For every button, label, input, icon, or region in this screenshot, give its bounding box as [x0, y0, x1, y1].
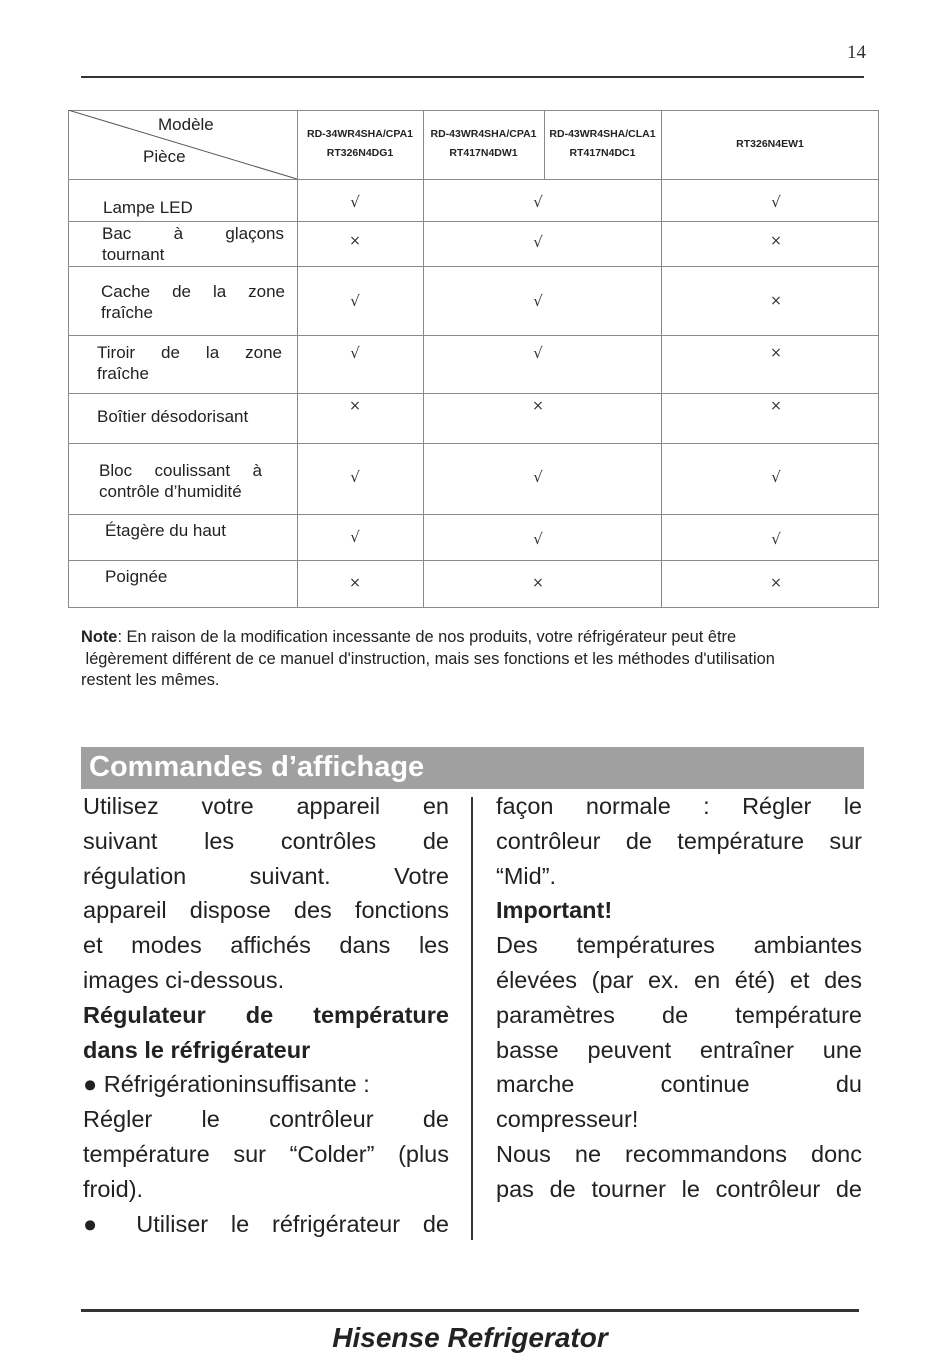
note-label: Note	[81, 628, 118, 646]
availability-mark: √	[533, 468, 543, 486]
table-row-line	[68, 335, 879, 336]
availability-mark: √	[350, 292, 360, 310]
table-row-line	[68, 266, 879, 267]
row-label: Boîtier désodorisant	[97, 407, 249, 426]
availability-mark: √	[350, 468, 360, 486]
note-paragraph: Note: En raison de la modification incessante de nos produits, votre réfrigérateur peut être légèrement différent de ce manuel d'instruction, mais ses fonctions et les méthodes d'utilisation restent les mêmes.	[81, 628, 775, 689]
table-row-line	[68, 514, 879, 515]
column-header: RD-43WR4SHA/CLA1 RT417N4DC1	[549, 128, 656, 159]
availability-mark: √	[533, 344, 543, 362]
availability-mark: √	[533, 233, 543, 251]
availability-mark: √	[771, 468, 781, 486]
row-label: Lampe LED	[103, 198, 193, 217]
important-heading: Important!	[496, 897, 613, 924]
availability-mark: ×	[770, 293, 782, 309]
column-header: RT326N4EW1	[736, 138, 804, 150]
row-label: Bac à glaçons tournant	[102, 224, 284, 264]
availability-mark: ×	[349, 233, 361, 249]
bullet-item: ● Réfrigérationinsuffisante :	[83, 1071, 370, 1098]
row-label: Tiroir de la zone fraîche	[97, 343, 282, 383]
row-label: Étagère du haut	[105, 521, 226, 540]
column-header: RD-43WR4SHA/CPA1 RT417N4DW1	[430, 128, 537, 159]
page-number: 14	[847, 42, 866, 63]
table-border-bottom	[68, 607, 879, 608]
footer-rule	[81, 1309, 859, 1312]
footer-brand: Hisense Refrigerator	[332, 1322, 608, 1353]
left-column-text: Utilisez votre appareil en suivant les contrôles de régulation suivant. Votre appareil dispose des fonctions et modes affichés dans les images ci-dessous. Régulateur de température dans le réfrigérateur ● Réfrigérationinsuffisante : Régler le contrôleur de température sur “Colder” (plus froid). ● Utiliser le réfrigérateur de	[83, 789, 449, 1241]
section-title: Commandes d’affichage	[89, 751, 425, 783]
availability-mark: √	[533, 530, 543, 548]
right-column-text: façon normale : Régler le contrôleur de température sur “Mid”. Important! Des températures ambiantes élevées (par ex. en été) et des paramètres de température basse peuvent entraîner une marche continue du compresseur! Nous ne recommandons donc pas de tourner le contrôleur de	[496, 793, 862, 1202]
table-row-line	[68, 221, 879, 222]
corner-room-label: Pièce	[143, 147, 186, 166]
availability-mark: ×	[532, 575, 544, 591]
row-label: Cache de la zone fraîche	[101, 282, 285, 322]
availability-mark: ×	[532, 398, 544, 414]
availability-mark: ×	[349, 575, 361, 591]
availability-mark: ×	[770, 398, 782, 414]
availability-mark: √	[533, 193, 543, 211]
row-label: Poignée	[105, 567, 168, 586]
availability-mark: √	[771, 530, 781, 548]
availability-mark: √	[771, 193, 781, 211]
availability-mark: ×	[770, 345, 782, 361]
table-row-line	[68, 393, 879, 394]
table-border-left	[68, 110, 69, 608]
column-divider	[471, 797, 473, 1240]
feature-table	[68, 110, 879, 608]
bullet-item: ● Utiliser le réfrigérateur de	[83, 1210, 449, 1237]
availability-mark: ×	[349, 398, 361, 414]
availability-mark: √	[350, 528, 360, 546]
availability-mark: √	[533, 292, 543, 310]
column-header: RD-34WR4SHA/CPA1 RT326N4DG1	[307, 128, 413, 159]
table-border-right	[878, 110, 879, 608]
subheading: dans le réfrigérateur	[83, 1036, 311, 1063]
availability-mark: √	[350, 193, 360, 211]
corner-model-label: Modèle	[158, 115, 214, 134]
availability-mark: ×	[770, 575, 782, 591]
row-label: Bloc coulissant à contrôle d’humidité	[99, 461, 262, 501]
table-row-line	[68, 560, 879, 561]
table-col-line	[297, 110, 298, 608]
header-rule	[81, 76, 864, 78]
table-col-line	[423, 110, 424, 608]
availability-mark: √	[350, 344, 360, 362]
table-row-line	[68, 443, 879, 444]
table-col-line	[661, 110, 662, 608]
subheading: Régulateur de température	[83, 1001, 449, 1028]
availability-mark: ×	[770, 233, 782, 249]
